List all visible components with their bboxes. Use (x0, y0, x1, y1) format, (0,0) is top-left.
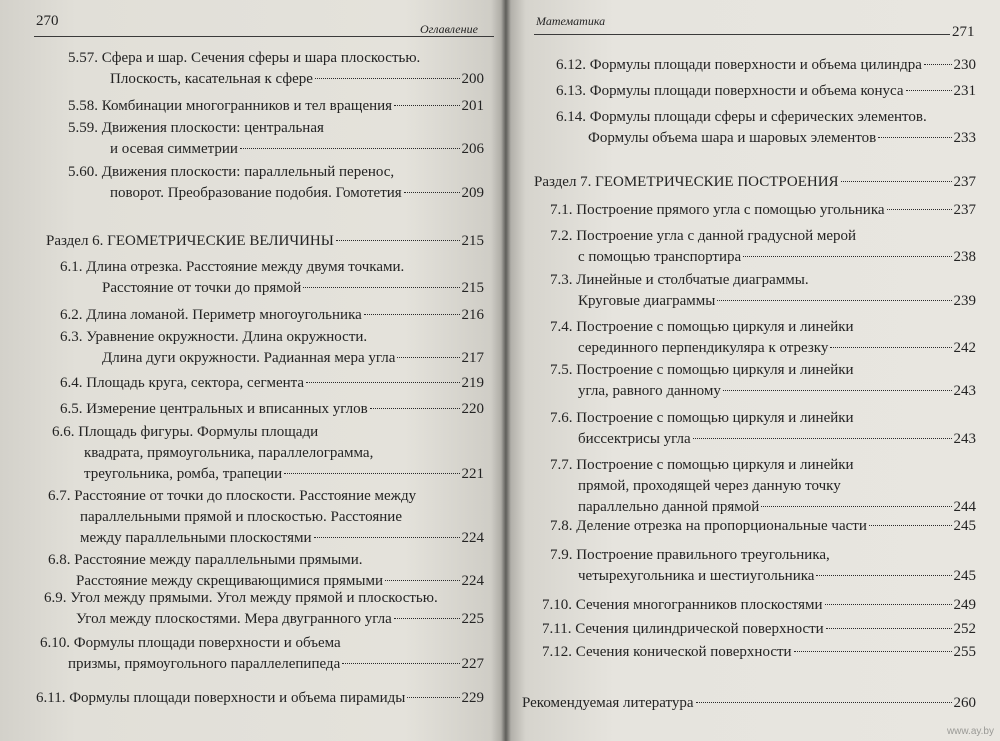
right-running-title: Математика (536, 14, 606, 28)
dot-leader (397, 357, 459, 358)
watermark: www.ay.by (946, 726, 994, 737)
toc-entry-line (542, 642, 976, 663)
toc-page-number: 215 (461, 233, 484, 249)
toc-entry-line (68, 48, 484, 69)
dot-leader (404, 192, 460, 193)
toc-page-number: 239 (953, 293, 976, 309)
toc-entry-text: 7.7. Построение с помощью циркуля и линейки (550, 457, 854, 473)
toc-page-number: 230 (953, 57, 976, 73)
toc-page-number: 219 (461, 375, 484, 391)
toc-entry-text: Расстояние между скрещивающимися прямыми (76, 573, 383, 589)
toc-entry-line (48, 550, 484, 571)
toc-entry[interactable] (550, 545, 976, 587)
toc-entry[interactable] (550, 317, 976, 359)
toc-entry[interactable] (550, 408, 976, 450)
dot-leader (303, 287, 459, 288)
toc-page-number: 221 (461, 466, 484, 482)
toc-entry-line (522, 693, 976, 714)
toc-entry-text: 7.3. Линейные и столбчатые диаграммы. (550, 272, 809, 288)
dot-leader (825, 604, 952, 605)
toc-entry-text: 6.6. Площадь фигуры. Формулы площади (52, 424, 319, 440)
toc-entry-text: 6.8. Расстояние между параллельными прямыми. (48, 552, 363, 568)
toc-entry[interactable] (68, 162, 484, 204)
toc-entry-text: 7.1. Построение прямого угла с помощью угольника (550, 202, 885, 218)
toc-entry[interactable] (550, 270, 976, 312)
dot-leader (693, 438, 952, 439)
dot-leader (394, 618, 460, 619)
toc-entry-line (68, 118, 484, 139)
toc-entry-text: 6.11. Формулы площади поверхности и объема пирамиды (36, 690, 406, 706)
toc-page-number: 260 (953, 695, 976, 711)
toc-entry[interactable] (550, 455, 976, 518)
toc-entry[interactable] (556, 107, 976, 149)
toc-page-number: 245 (953, 518, 976, 534)
toc-entry-text: Плоскость, касательная к сфере (110, 71, 313, 87)
dot-leader (407, 697, 459, 698)
toc-entry[interactable] (68, 96, 484, 117)
toc-entry-line (550, 429, 976, 450)
toc-page-number: 242 (953, 340, 976, 356)
toc-entry-text: 6.14. Формулы площади сферы и сферических элементов. (556, 109, 927, 125)
toc-entry[interactable] (48, 486, 484, 549)
toc-entry-text: 6.4. Площадь круга, сектора, сегмента (60, 375, 305, 391)
toc-entry-line (40, 633, 484, 654)
toc-entry-line (68, 139, 484, 160)
toc-entry[interactable] (60, 373, 484, 394)
toc-page-number: 216 (461, 307, 484, 323)
toc-entry-text: 7.6. Построение с помощью циркуля и линейки (550, 410, 854, 426)
toc-entry-text: треугольника, ромба, трапеции (84, 466, 283, 482)
toc-entry-line (556, 81, 976, 102)
toc-entry-line (550, 338, 976, 359)
toc-entry-line (550, 247, 976, 268)
toc-entry-line (550, 516, 976, 537)
toc-entry-text: 7.10. Сечения многогранников плоскостями (542, 597, 823, 613)
toc-entry[interactable] (550, 360, 976, 402)
toc-entry[interactable] (44, 588, 484, 630)
dot-leader (869, 525, 952, 526)
toc-entry-text: 7.12. Сечения конической поверхности (542, 644, 792, 660)
toc-entry-text: параллельно данной прямой (578, 499, 760, 515)
toc-page-number: 225 (461, 611, 484, 627)
right-page (506, 0, 1000, 741)
toc-entry-line (550, 200, 976, 221)
toc-entry[interactable] (68, 118, 484, 160)
toc-entry-text: поворот. Преобразование подобия. Гомотетия (110, 185, 402, 201)
toc-entry-text: параллельными прямой и плоскостью. Расстояние (80, 509, 402, 525)
toc-entry-line (60, 257, 484, 278)
dot-leader (830, 347, 951, 348)
toc-page-number: 217 (461, 350, 484, 366)
toc-entry[interactable] (534, 172, 976, 193)
left-running-title: Оглавление (420, 22, 478, 36)
toc-entry-text: 7.9. Построение правильного треугольника, (550, 547, 830, 563)
dot-leader (794, 651, 952, 652)
toc-entry-text: 6.1. Длина отрезка. Расстояние между двумя точками. (60, 259, 405, 275)
dot-leader (385, 580, 460, 581)
toc-page-number: 255 (953, 644, 976, 660)
toc-entry-line (550, 226, 976, 247)
toc-page-number: 231 (953, 83, 976, 99)
dot-leader (826, 628, 952, 629)
toc-entry-text: 5.58. Комбинации многогранников и тел вращения (68, 98, 393, 114)
toc-page-number: 229 (461, 690, 484, 706)
toc-page-number: 238 (953, 249, 976, 265)
toc-page-number: 227 (461, 656, 484, 672)
dot-leader (394, 105, 459, 106)
toc-entry-text: угла, равного данному (578, 383, 721, 399)
dot-leader (723, 390, 952, 391)
toc-entry-text: прямой, проходящей через данную точку (578, 478, 841, 494)
toc-entry[interactable] (60, 305, 484, 326)
toc-entry[interactable] (68, 48, 484, 90)
toc-entry-line (44, 588, 484, 609)
toc-entry-text: между параллельными плоскостями (80, 530, 312, 546)
toc-entry-text: 6.2. Длина ломаной. Периметр многоугольника (60, 307, 362, 323)
toc-entry-line (542, 595, 976, 616)
dot-leader (315, 78, 460, 79)
toc-entry-line (550, 545, 976, 566)
toc-page-number: 233 (953, 130, 976, 146)
dot-leader (906, 90, 952, 91)
toc-entry-line (68, 162, 484, 183)
toc-page-number: 206 (461, 141, 484, 157)
toc-entry-line (60, 327, 484, 348)
toc-entry-text: призмы, прямоугольного параллелепипеда (68, 656, 341, 672)
toc-entry-line (556, 55, 976, 76)
toc-entry-text: Раздел 6. ГЕОМЕТРИЧЕСКИЕ ВЕЛИЧИНЫ (46, 233, 334, 249)
toc-entry[interactable] (556, 55, 976, 76)
dot-leader (342, 663, 459, 664)
toc-entry-line (550, 360, 976, 381)
dot-leader (696, 702, 952, 703)
toc-entry-text: 6.5. Измерение центральных и вписанных углов (60, 401, 368, 417)
toc-entry-line (36, 688, 484, 709)
toc-entry-line (60, 399, 484, 420)
right-toc-list (506, 0, 1000, 741)
toc-entry[interactable] (542, 619, 976, 640)
toc-entry[interactable] (48, 550, 484, 592)
toc-entry-line (60, 278, 484, 299)
toc-entry-line (534, 172, 976, 193)
left-page-number: 270 (36, 13, 59, 29)
toc-entry[interactable] (542, 595, 976, 616)
toc-entry-text: 6.12. Формулы площади поверхности и объема цилиндра (556, 57, 922, 73)
toc-entry[interactable] (60, 257, 484, 299)
toc-page-number: 237 (953, 174, 976, 190)
toc-entry-text: Рекомендуемая литература (522, 695, 694, 711)
toc-entry-line (542, 619, 976, 640)
toc-entry-line (44, 609, 484, 630)
toc-page-number: 209 (461, 185, 484, 201)
toc-entry[interactable] (522, 693, 976, 714)
dot-leader (336, 240, 460, 241)
toc-page-number: 201 (461, 98, 484, 114)
toc-page-number: 245 (953, 568, 976, 584)
toc-entry-text: четырехугольника и шестиугольника (578, 568, 815, 584)
toc-page-number: 237 (953, 202, 976, 218)
toc-entry[interactable] (60, 327, 484, 369)
toc-page-number: 252 (953, 621, 976, 637)
toc-entry-text: 7.11. Сечения цилиндрической поверхности (542, 621, 824, 637)
toc-entry-line (48, 528, 484, 549)
toc-entry-text: серединного перпендикуляра к отрезку (578, 340, 829, 356)
toc-entry-text: 6.3. Уравнение окружности. Длина окружности. (60, 329, 368, 345)
toc-entry-text: 6.13. Формулы площади поверхности и объема конуса (556, 83, 904, 99)
toc-entry[interactable] (40, 633, 484, 675)
toc-entry-line (550, 408, 976, 429)
toc-entry-line (550, 455, 976, 476)
toc-entry-text: 7.8. Деление отрезка на пропорциональные части (550, 518, 867, 534)
toc-entry-line (68, 69, 484, 90)
toc-entry-line (550, 270, 976, 291)
toc-entry-line (556, 107, 976, 128)
toc-page-number: 224 (461, 573, 484, 589)
dot-leader (364, 314, 460, 315)
toc-page-number: 249 (953, 597, 976, 613)
toc-entry-text: Угол между плоскостями. Мера двугранного угла (76, 611, 392, 627)
toc-entry[interactable] (60, 399, 484, 420)
toc-page-number: 243 (953, 431, 976, 447)
toc-entry[interactable] (36, 688, 484, 709)
dot-leader (370, 408, 460, 409)
toc-entry[interactable] (550, 200, 976, 221)
toc-entry-text: Расстояние от точки до прямой (102, 280, 302, 296)
toc-entry-line (550, 381, 976, 402)
dot-leader (924, 64, 952, 65)
toc-entry-line (40, 654, 484, 675)
toc-entry-line (550, 497, 976, 518)
toc-page-number: 224 (461, 530, 484, 546)
toc-entry-text: квадрата, прямоугольника, параллелограмма, (84, 445, 374, 461)
toc-entry[interactable] (46, 231, 484, 252)
toc-entry-line (556, 128, 976, 149)
toc-entry[interactable] (542, 642, 976, 663)
toc-entry-text: и осевая симметрии (110, 141, 238, 157)
toc-entry-line (68, 96, 484, 117)
toc-entry-line (60, 305, 484, 326)
right-page-number: 271 (952, 24, 975, 40)
dot-leader (314, 537, 460, 538)
toc-page-number: 215 (461, 280, 484, 296)
toc-entry-text: 7.5. Построение с помощью циркуля и линейки (550, 362, 854, 378)
dot-leader (841, 181, 952, 182)
dot-leader (240, 148, 460, 149)
book-gutter (501, 0, 511, 741)
toc-entry-text: 5.60. Движения плоскости: параллельный перенос, (68, 164, 395, 180)
toc-entry-text: биссектрисы угла (578, 431, 691, 447)
dot-leader (761, 506, 951, 507)
dot-leader (816, 575, 951, 576)
dot-leader (743, 256, 951, 257)
dot-leader (284, 473, 459, 474)
toc-entry[interactable] (556, 81, 976, 102)
toc-entry[interactable] (550, 226, 976, 268)
dot-leader (717, 300, 951, 301)
toc-entry-line (550, 291, 976, 312)
dot-leader (878, 137, 951, 138)
toc-entry-text: 6.10. Формулы площади поверхности и объема (40, 635, 341, 651)
toc-page-number: 244 (953, 499, 976, 515)
toc-page-number: 200 (461, 71, 484, 87)
toc-entry-text: 6.9. Угол между прямыми. Угол между прямой и плоскостью. (44, 590, 438, 606)
toc-entry-line (48, 486, 484, 507)
toc-entry-text: 5.59. Движения плоскости: центральная (68, 120, 324, 136)
toc-entry-text: с помощью транспортира (578, 249, 742, 265)
toc-entry-text: Длина дуги окружности. Радианная мера угла (102, 350, 396, 366)
toc-entry-line (46, 231, 484, 252)
toc-entry-line (60, 348, 484, 369)
toc-entry-text: 5.57. Сфера и шар. Сечения сферы и шара плоскостью. (68, 50, 421, 66)
toc-entry[interactable] (550, 516, 976, 537)
toc-entry-text: Раздел 7. ГЕОМЕТРИЧЕСКИЕ ПОСТРОЕНИЯ (534, 174, 839, 190)
toc-entry-line (48, 507, 484, 528)
toc-page-number: 220 (461, 401, 484, 417)
toc-entry-line (52, 422, 484, 443)
toc-entry-line (52, 443, 484, 464)
toc-page-number: 243 (953, 383, 976, 399)
toc-entry-text: Формулы объема шара и шаровых элементов (588, 130, 877, 146)
toc-entry[interactable] (52, 422, 484, 485)
dot-leader (887, 209, 952, 210)
toc-entry-line (550, 476, 976, 497)
toc-entry-line (52, 464, 484, 485)
toc-entry-line (60, 373, 484, 394)
dot-leader (306, 382, 459, 383)
toc-entry-text: Круговые диаграммы (578, 293, 716, 309)
toc-entry-line (68, 183, 484, 204)
toc-entry-line (550, 317, 976, 338)
toc-entry-text: 7.2. Построение угла с данной градусной мерой (550, 228, 857, 244)
toc-entry-text: 6.7. Расстояние от точки до плоскости. Расстояние между (48, 488, 417, 504)
toc-entry-text: 7.4. Построение с помощью циркуля и линейки (550, 319, 854, 335)
toc-entry-line (550, 566, 976, 587)
